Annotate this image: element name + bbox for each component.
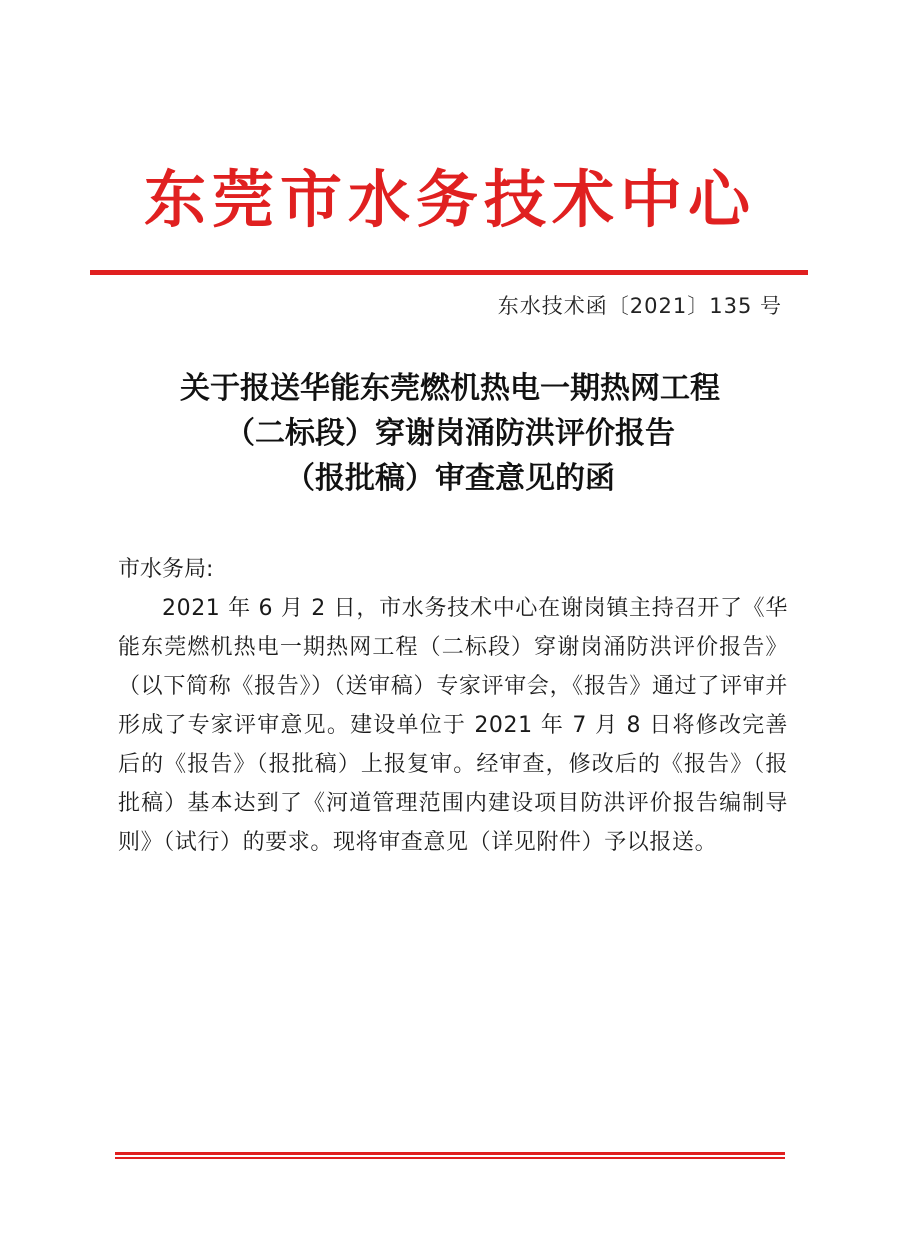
salutation: 市水务局: — [118, 557, 214, 582]
letter-body — [118, 550, 788, 862]
title-line-2: （二标段）穿谢岗涌防洪评价报告 — [225, 416, 675, 451]
footer-red-rule — [115, 1152, 785, 1155]
letterhead-red-rule — [90, 270, 808, 275]
document-number: 东水技术函〔2021〕135 号 — [497, 294, 782, 318]
body-paragraph: 2021 年 6 月 2 日，市水务技术中心在谢岗镇主持召开了《华能东莞燃机热电一期热网工程（二标段）穿谢岗涌防洪评价报告》（以下简称《报告》）（送审稿）专家评审会，《报告》通过了评审并形成了专家评审意见。建设单位于 2021 年 7 月 8 日将修改完善后的《报告》（报批稿）上报复审。经审查，修改后的《报告》（报批稿）基本达到了《河道管理范围内建设项目防洪评价报告编制导则》（试行）的要求。现将审查意见（详见附件）予以报送。 — [118, 596, 788, 855]
title-line-1: 关于报送华能东莞燃机热电一期热网工程 — [180, 371, 720, 406]
footer-red-rule-secondary — [115, 1157, 785, 1159]
document-title — [100, 366, 800, 501]
title-line-3: （报批稿）审查意见的函 — [285, 461, 615, 496]
letterhead-title: 东莞市水务技术中心 — [143, 163, 756, 236]
